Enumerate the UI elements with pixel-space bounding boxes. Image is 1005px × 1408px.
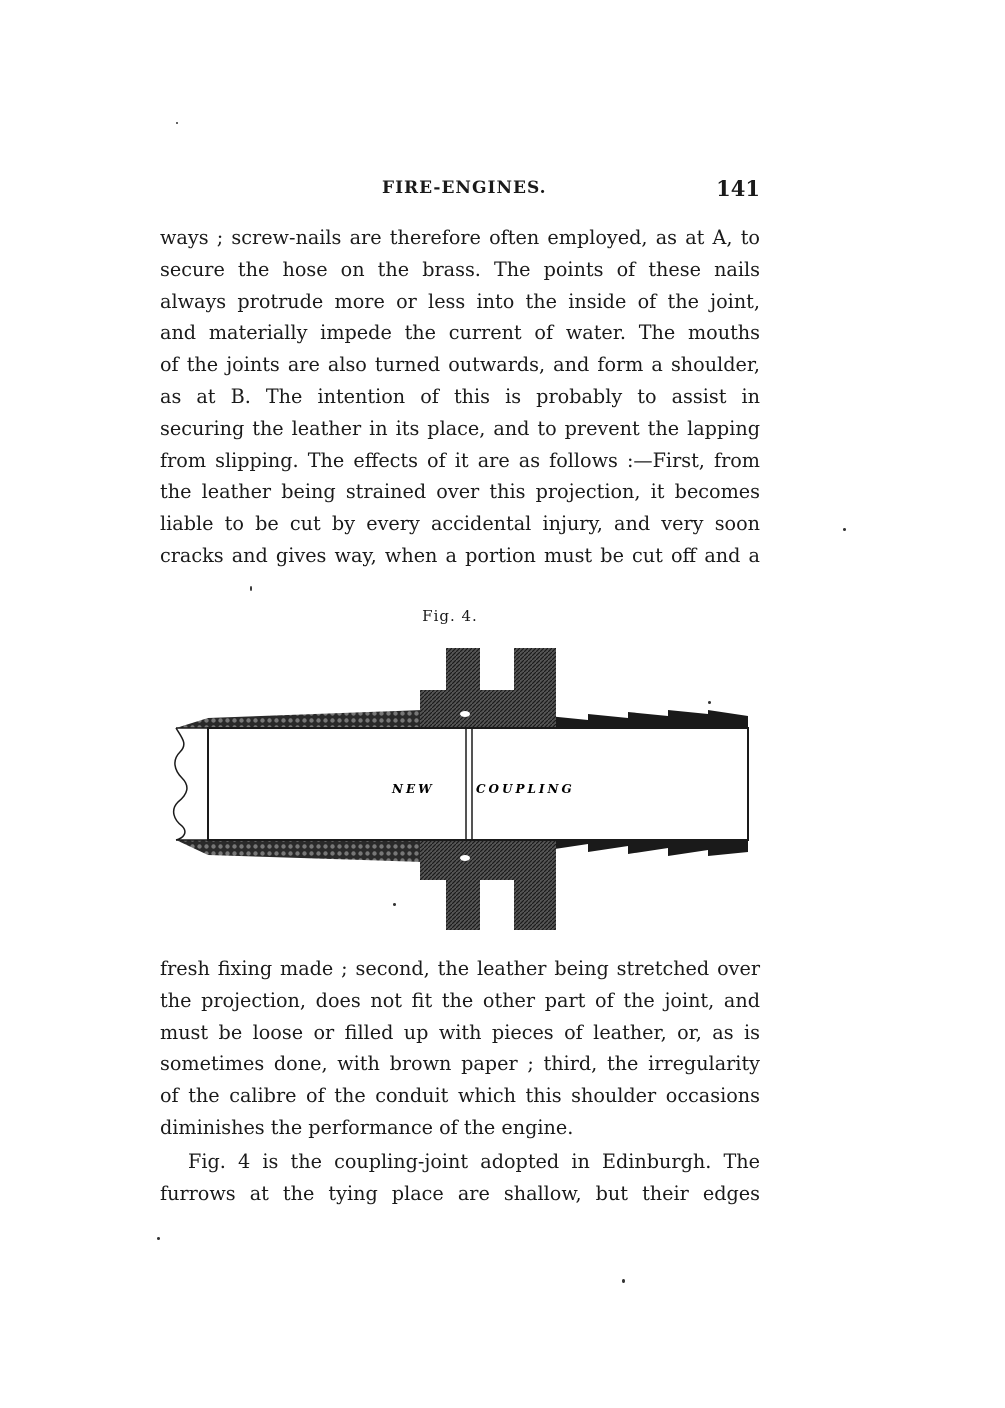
upper-leather-left: [176, 710, 423, 728]
paragraph-3: [160, 1146, 760, 1210]
text-line: from slipping. The effects of it are as follows :—First, from: [160, 448, 760, 472]
label-coupling: COUPLING: [476, 782, 575, 796]
text-line: cracks and gives way, when a portion must be cut off and a: [160, 543, 760, 567]
text-line: diminishes the performance of the engine.: [160, 1115, 574, 1139]
text-line: as at B. The intention of this is probably to assist in: [160, 384, 760, 408]
text-line: fresh fixing made ; second, the leather being stretched over: [160, 957, 760, 980]
coupling-figure: [168, 640, 758, 935]
scan-speck: [157, 1237, 160, 1240]
scan-speck: [622, 1279, 625, 1283]
lower-coupling-left: [420, 840, 514, 930]
running-head: FIRE-ENGINES.: [382, 178, 547, 198]
label-new: NEW: [392, 782, 435, 796]
page-number: 141: [716, 176, 760, 201]
scan-speck: [843, 528, 846, 531]
text-line: furrows at the tying place are shallow, but their edges: [160, 1181, 760, 1205]
page-header: [160, 178, 760, 208]
text-line: of the calibre of the conduit which this shoulder occasions: [160, 1084, 760, 1108]
lower-coupling-right: [514, 840, 556, 930]
text-line: always protrude more or less into the inside of the joint,: [160, 289, 760, 313]
text-line: secure the hose on the brass. The points of these nails: [160, 257, 760, 281]
text-line: sometimes done, with brown paper ; third, the irregularity: [160, 1052, 760, 1076]
upper-pin: [460, 711, 470, 717]
text-line: the projection, does not fit the other part of the joint, and: [160, 988, 760, 1012]
text-line: liable to be cut by every accidental injury, and very soon: [160, 512, 760, 536]
text-line: the leather being strained over this projection, it becomes: [160, 480, 760, 504]
lower-leather-left: [176, 840, 423, 862]
lower-pin: [460, 855, 470, 861]
figure-caption: Fig. 4.: [422, 607, 478, 625]
scan-speck: [393, 903, 396, 906]
scan-speck: [176, 122, 178, 124]
coupling-diagram: [168, 640, 758, 935]
text-line: securing the leather in its place, and to prevent the lapping: [160, 416, 760, 440]
text-line: ways ; screw-nails are therefore often employed, as at A, to: [160, 226, 760, 249]
text-line: of the joints are also turned outwards, and form a shoulder,: [160, 353, 760, 377]
upper-coupling-right: [514, 648, 556, 728]
paragraph-1: [160, 222, 760, 572]
text-line: and materially impede the current of water. The mouths: [160, 321, 760, 345]
break-line: [174, 728, 187, 840]
paragraph-2: [160, 953, 760, 1144]
text-line: Fig. 4 is the coupling-joint adopted in Edinburgh. The: [188, 1150, 760, 1173]
scan-speck: [708, 701, 711, 704]
text-line: must be loose or filled up with pieces of leather, or, as is: [160, 1020, 760, 1044]
scan-speck: [250, 586, 252, 591]
